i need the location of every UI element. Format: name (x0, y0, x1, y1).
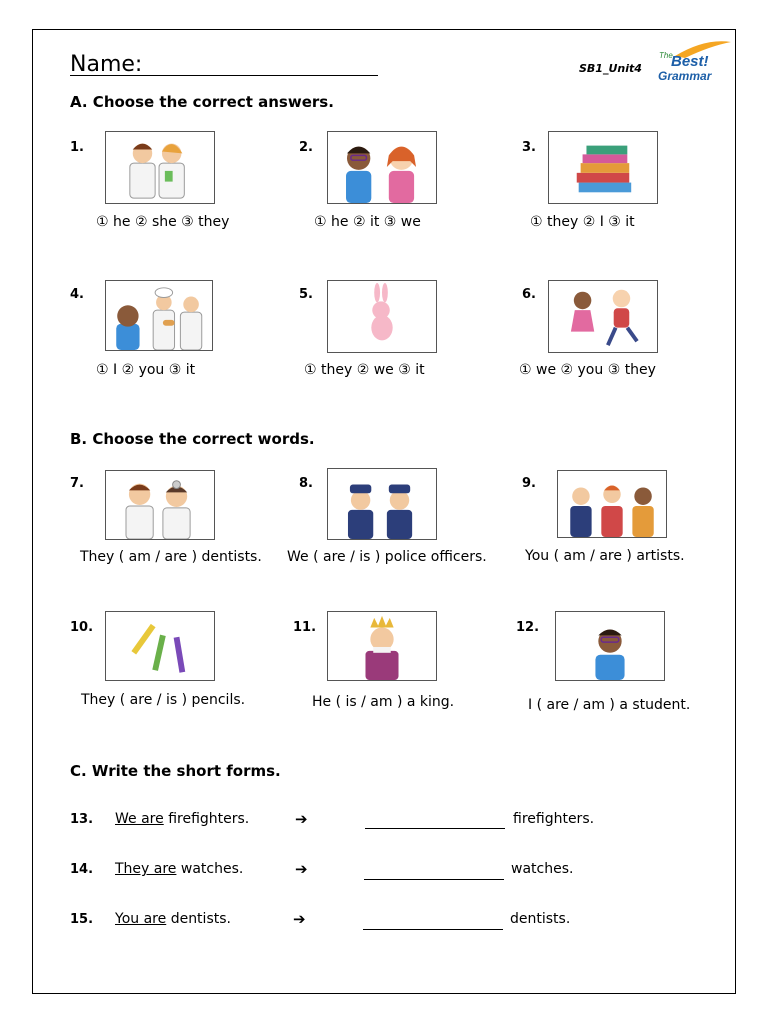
underlined-subject: They are (115, 861, 177, 877)
arrow-icon: ➔ (293, 910, 306, 928)
answer-options[interactable]: ① we ② you ③ they (519, 362, 656, 378)
arrow-icon: ➔ (295, 860, 308, 878)
picture-police (327, 468, 437, 540)
question-number: 4. (70, 287, 84, 302)
picture-books (548, 131, 658, 204)
arrow-icon: ➔ (295, 810, 308, 828)
sentence-rest: firefighters. (168, 811, 250, 827)
question-number: 11. (293, 620, 317, 635)
question-number: 10. (70, 620, 94, 635)
section-b-title: B. Choose the correct words. (70, 430, 315, 448)
answer-options[interactable]: ① he ② it ③ we (314, 214, 421, 230)
sentence[interactable]: They ( am / are ) dentists. (80, 549, 262, 565)
picture-rabbit (327, 280, 437, 353)
answer-suffix: firefighters. (513, 811, 595, 827)
answer-options[interactable]: ① they ② we ③ it (304, 362, 425, 378)
picture-student (555, 611, 665, 681)
answer-blank[interactable] (363, 929, 503, 930)
logo-best-text: Best! (671, 53, 709, 70)
sentence[interactable]: They ( are / is ) pencils. (81, 692, 246, 708)
question-number: 9. (522, 476, 536, 491)
answer-suffix: dentists. (510, 911, 571, 927)
picture-pencils (105, 611, 215, 681)
unit-label: SB1_Unit4 (579, 62, 642, 75)
question-number: 5. (299, 287, 313, 302)
logo-the-text: The (659, 51, 673, 60)
answer-options[interactable]: ① they ② I ③ it (530, 214, 635, 230)
answer-options[interactable]: ① I ② you ③ it (96, 362, 196, 378)
question-number: 13. (70, 812, 94, 827)
logo-grammar-text: Grammar (658, 69, 712, 83)
picture-doctors (105, 131, 215, 204)
sentence[interactable]: I ( are / am ) a student. (528, 697, 691, 713)
question-number: 14. (70, 862, 94, 877)
question-number: 3. (522, 140, 536, 155)
picture-three-kids (557, 470, 667, 538)
section-c-title: C. Write the short forms. (70, 762, 281, 780)
question-number: 7. (70, 476, 84, 491)
picture-king (327, 611, 437, 681)
question-number: 15. (70, 912, 94, 927)
answer-options[interactable]: ① he ② she ③ they (96, 214, 230, 230)
sentence-rest: dentists. (170, 911, 231, 927)
sentence[interactable]: We ( are / is ) police officers. (287, 549, 487, 565)
sentence[interactable]: He ( is / am ) a king. (312, 694, 455, 710)
answer-blank[interactable] (364, 879, 504, 880)
best-grammar-logo (655, 36, 733, 84)
question-number: 2. (299, 140, 313, 155)
sentence-rest: watches. (180, 861, 244, 877)
question-number: 1. (70, 140, 84, 155)
section-a-title: A. Choose the correct answers. (70, 93, 334, 111)
answer-suffix: watches. (511, 861, 574, 877)
question-number: 8. (299, 476, 313, 491)
name-label: Name: (70, 52, 143, 77)
underlined-subject: You are (115, 911, 167, 927)
picture-boy-bakers (105, 280, 213, 351)
question-number: 12. (516, 620, 540, 635)
answer-blank[interactable] (365, 828, 505, 829)
question-number: 6. (522, 287, 536, 302)
name-input-line[interactable] (70, 75, 378, 76)
picture-dentists (105, 470, 215, 540)
picture-dancing-kids (548, 280, 658, 353)
picture-boy-girl (327, 131, 437, 204)
sentence[interactable]: You ( am / are ) artists. (525, 548, 685, 564)
underlined-subject: We are (115, 811, 164, 827)
